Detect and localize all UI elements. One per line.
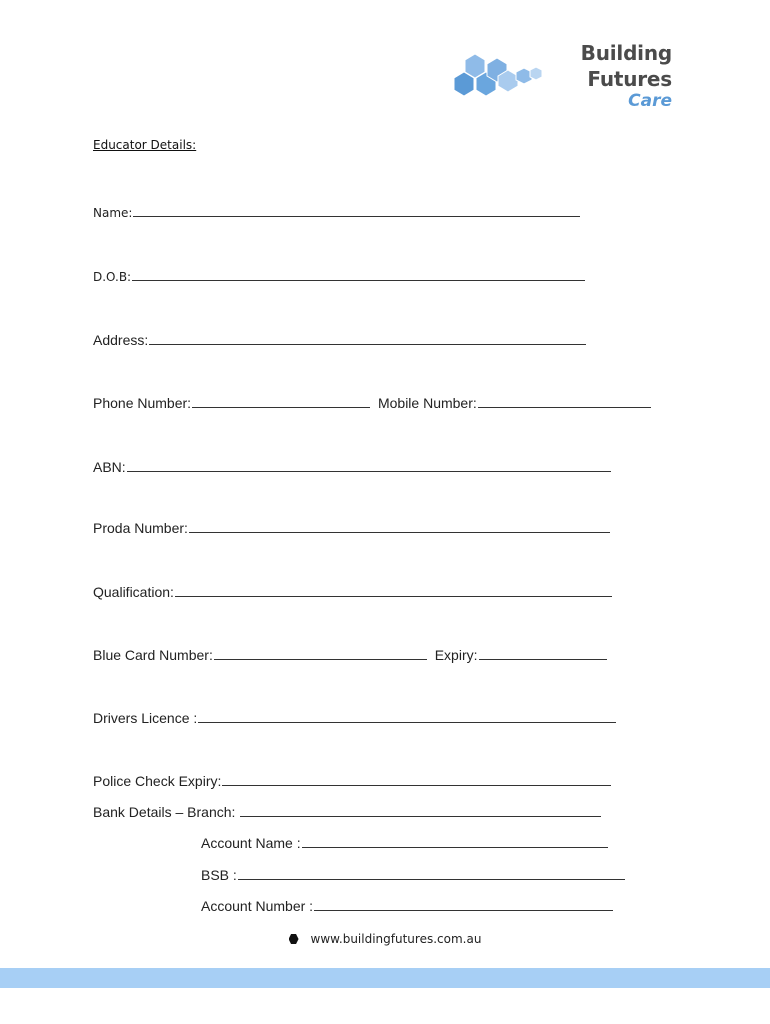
blue-card-row bbox=[93, 646, 607, 663]
dob-field[interactable] bbox=[132, 267, 585, 281]
police-check-row bbox=[93, 772, 611, 789]
section-heading: Educator Details: bbox=[93, 138, 197, 152]
website-link[interactable]: www.buildingfutures.com.au bbox=[310, 932, 482, 946]
footer bbox=[0, 932, 770, 946]
account-name-field[interactable] bbox=[302, 834, 608, 848]
blue-card-label: Blue Card Number: bbox=[93, 647, 213, 663]
name-row bbox=[93, 203, 580, 220]
company-logo bbox=[450, 40, 680, 111]
footer-color-bar bbox=[0, 968, 770, 988]
account-number-label: Account Number : bbox=[201, 898, 314, 914]
bsb-field[interactable] bbox=[238, 866, 625, 880]
abn-row bbox=[93, 458, 611, 475]
police-check-label: Police Check Expiry: bbox=[93, 773, 222, 789]
abn-field[interactable] bbox=[127, 458, 611, 472]
address-row bbox=[93, 331, 586, 348]
logo-subtitle: Care bbox=[628, 91, 672, 111]
expiry-label: Expiry: bbox=[434, 647, 478, 663]
proda-label: Proda Number: bbox=[93, 520, 188, 536]
account-number-field[interactable] bbox=[314, 897, 613, 911]
bsb-label: BSB : bbox=[201, 867, 237, 883]
address-label: Address: bbox=[93, 332, 149, 348]
proda-field[interactable] bbox=[189, 519, 610, 533]
phone-field[interactable] bbox=[192, 394, 370, 408]
bank-branch-row bbox=[93, 803, 601, 820]
logo-title: Building Futures bbox=[580, 41, 672, 91]
police-check-field[interactable] bbox=[222, 772, 611, 786]
address-field[interactable] bbox=[149, 331, 586, 345]
mobile-label: Mobile Number: bbox=[377, 395, 477, 411]
abn-label: ABN: bbox=[93, 459, 126, 475]
account-name-label: Account Name : bbox=[201, 835, 301, 851]
name-label: Name: bbox=[93, 206, 133, 220]
bank-branch-label: Bank Details – Branch: bbox=[93, 804, 236, 820]
expiry-field[interactable] bbox=[479, 646, 607, 660]
qualification-row bbox=[93, 583, 612, 600]
account-name-row bbox=[201, 834, 608, 851]
account-number-row bbox=[201, 897, 613, 914]
mobile-field[interactable] bbox=[478, 394, 651, 408]
phone-label: Phone Number: bbox=[93, 395, 192, 411]
drivers-licence-label: Drivers Licence : bbox=[93, 710, 198, 726]
hexagon-bullet-icon bbox=[289, 934, 299, 944]
drivers-licence-field[interactable] bbox=[198, 709, 616, 723]
drivers-licence-row bbox=[93, 709, 616, 726]
bank-branch-field[interactable] bbox=[240, 803, 601, 817]
bsb-row bbox=[201, 866, 625, 883]
proda-row bbox=[93, 519, 610, 536]
qualification-field[interactable] bbox=[175, 583, 612, 597]
qualification-label: Qualification: bbox=[93, 584, 174, 600]
dob-row bbox=[93, 267, 585, 284]
blue-card-field[interactable] bbox=[214, 646, 427, 660]
name-field[interactable] bbox=[133, 203, 580, 217]
dob-label: D.O.B: bbox=[93, 270, 132, 284]
phone-row bbox=[93, 394, 651, 411]
